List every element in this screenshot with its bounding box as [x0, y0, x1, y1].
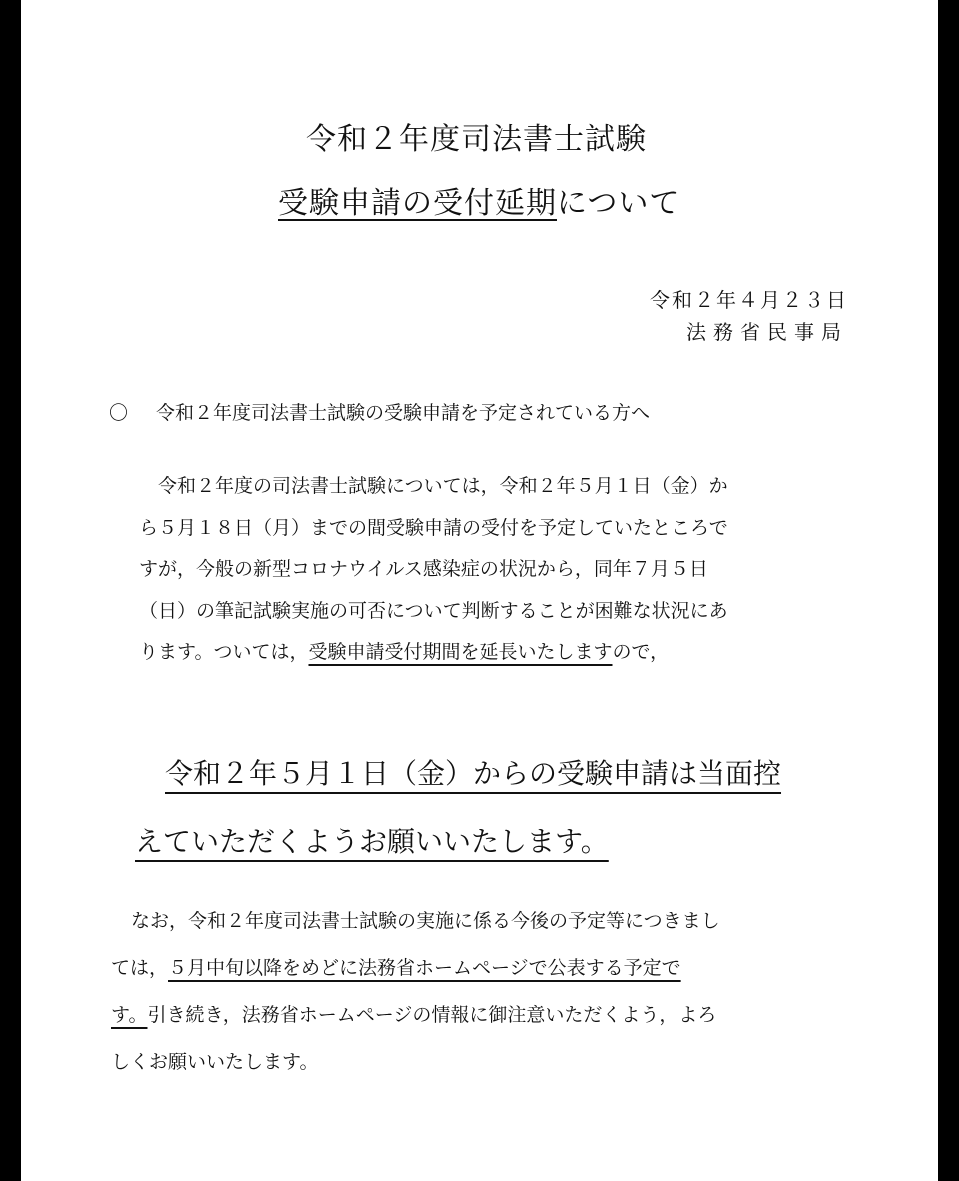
document-title: 令和２年度司法書士試験 [306, 122, 647, 157]
issue-date: 令和２年４月２３日 [650, 288, 848, 312]
issuing-office: 法務省民事局 [686, 320, 848, 344]
body-paragraph-2 [111, 898, 720, 1086]
paragraph-text: ので， [612, 641, 670, 663]
paragraph-line [111, 945, 720, 992]
circle-bullet-icon: 〇 [109, 402, 129, 424]
section-heading-text: 令和２年度司法書士試験の受験申請を予定されている方へ [156, 402, 651, 424]
paragraph-line [139, 632, 728, 674]
paragraph-text: ります。ついては， [139, 641, 309, 663]
paragraph-text: 引き続き，法務省ホームページの情報に御注意いただくよう，よろ [147, 1004, 717, 1026]
paragraph-line: ら５月１８日（月）までの間受験申請の受付を予定していたところで [139, 516, 728, 539]
paragraph-line: しくお願いいたします。 [111, 1051, 319, 1073]
paragraph-line: なお，令和２年度司法書士試験の実施に係る今後の予定等につきまし [131, 910, 720, 932]
underlined-notice: 受験申請受付期間を延長いたします [308, 641, 613, 663]
paragraph-text: ては， [111, 957, 169, 979]
emphasis-line: えていただくようお願いいたします。 [135, 825, 609, 858]
emphasis-line: 令和２年５月１日（金）からの受験申請は当面控 [165, 757, 782, 790]
subtitle-underlined-text: 受験申請の受付延期 [278, 186, 557, 221]
paragraph-line: すが，今般の新型コロナウイルス感染症の状況から，同年７月５日 [139, 558, 708, 580]
underlined-notice: ５月中旬以降をめどに法務省ホームページで公表する予定で [168, 957, 681, 979]
document-page [21, 0, 938, 1181]
underlined-notice: す。 [111, 1004, 148, 1026]
body-paragraph-1 [139, 466, 728, 674]
emphasis-notice [135, 740, 781, 876]
subtitle-rest-text: について [557, 186, 681, 221]
section-heading [109, 398, 650, 425]
paragraph-line [111, 992, 720, 1039]
paragraph-line: 令和２年度の司法書士試験については，令和２年５月１日（金）か [158, 475, 728, 497]
paragraph-line: （日）の筆記試験実施の可否について判断することが困難な状況にあ [139, 599, 728, 622]
document-subtitle [278, 178, 680, 222]
